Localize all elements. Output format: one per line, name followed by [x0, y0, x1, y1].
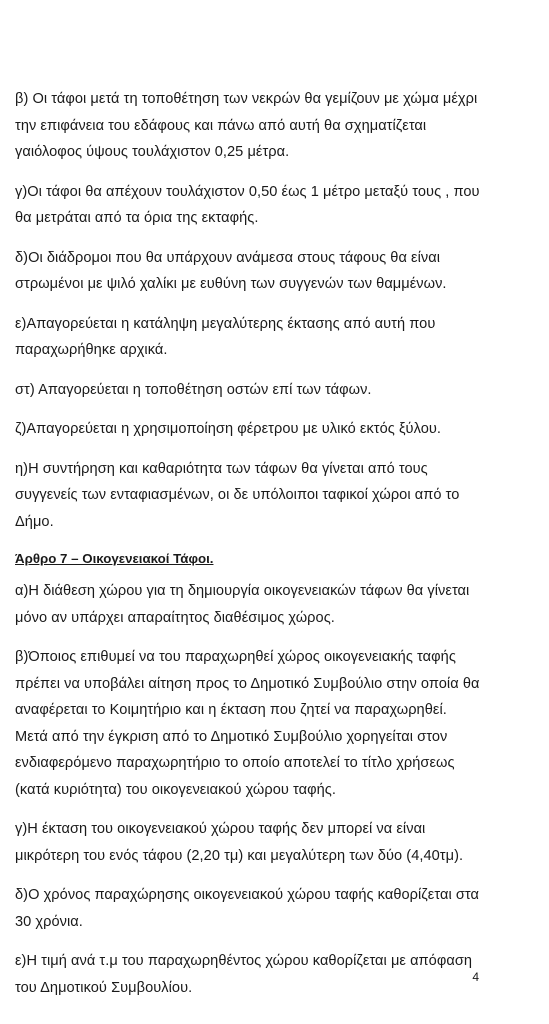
text-line: δ)Οι διάδρομοι που θα υπάρχουν ανάμεσα στους τάφους θα είναι [15, 249, 441, 266]
text-line: θα μετράται από τα όρια της εκταφής. [15, 210, 259, 226]
text-line: την επιφάνεια του εδάφους και πάνω από αυτή θα σχηματίζεται [15, 117, 427, 134]
text-line: (κατά κυριότητα) του οικογενειακού χώρου ταφής. [15, 781, 336, 798]
clause-paragraph [15, 816, 539, 869]
text-line: Δήμο. [15, 513, 54, 530]
text-line: στρωμένοι με ψιλό χαλίκι με ευθύνη των συγγενών των θαμμένων. [15, 276, 447, 292]
text-line: δ)Ο χρόνος παραχώρησης οικογενειακού χώρου ταφής καθορίζεται στα [15, 887, 479, 903]
clause-paragraph [15, 644, 539, 803]
clause-paragraph [15, 311, 539, 364]
document-body [15, 86, 539, 1014]
text-line: β)Όποιος επιθυμεί να του παραχωρηθεί χώρος οικογενειακής ταφής [15, 649, 456, 665]
article-6-clauses [15, 86, 539, 535]
clause-paragraph [15, 578, 539, 631]
text-line: β) Οι τάφοι μετά τη τοποθέτηση των νεκρών θα γεμίζουν με χώμα μέχρι [15, 91, 478, 107]
text-line: μικρότερη του ενός τάφου (2,20 τμ) και μεγαλύτερη των δύο (4,40τμ). [15, 847, 464, 864]
clause-paragraph [15, 456, 539, 536]
text-line: ε)Απαγορεύεται η κατάληψη μεγαλύτερης έκτασης από αυτή που [15, 315, 436, 332]
text-line: συγγενείς των ενταφιασμένων, οι δε υπόλοιποι ταφικοί χώροι από το [15, 487, 460, 503]
article-7-clauses [15, 578, 539, 1001]
text-line: πρέπει να υποβάλει αίτηση προς το Δημοτικό Συμβούλιο στην οποία θα [15, 675, 480, 692]
clause-paragraph [15, 179, 539, 232]
text-line: η)Η συντήρηση και καθαριότητα των τάφων θα γίνεται από τους [15, 460, 428, 477]
clause-paragraph [15, 245, 539, 298]
clause-paragraph [15, 416, 539, 443]
text-line: α)Η διάθεση χώρου για τη δημιουργία οικογενειακών τάφων θα γίνεται [15, 583, 470, 599]
text-line: αναφέρεται το Κοιμητήριο και η έκταση που ζητεί να παραχωρηθεί. [15, 702, 447, 718]
clause-paragraph [15, 86, 539, 166]
clause-paragraph [15, 882, 539, 935]
text-line: ζ)Απαγορεύεται η χρησιμοποίηση φέρετρου με υλικό εκτός ξύλου. [15, 421, 441, 437]
text-line: γ)Οι τάφοι θα απέχουν τουλάχιστον 0,50 έως 1 μέτρο μεταξύ τους , που [15, 183, 480, 200]
text-line: στ) Απαγορεύεται η τοποθέτηση οστών επί των τάφων. [15, 381, 372, 398]
text-line: του Δημοτικού Συμβουλίου. [15, 979, 193, 996]
text-line: γαιόλοφος ύψους τουλάχιστον 0,25 μέτρα. [15, 144, 290, 160]
text-line: ε)Η τιμή ανά τ.μ του παραχωρηθέντος χώρου καθορίζεται με απόφαση [15, 953, 473, 969]
text-line: 30 χρόνια. [15, 913, 83, 930]
text-line: παραχωρήθηκε αρχικά. [15, 342, 168, 358]
clause-paragraph [15, 377, 539, 404]
text-line: Μετά από την έγκριση από το Δημοτικό Συμβούλιο χορηγείται στον [15, 728, 448, 745]
page-number: 4 [472, 970, 479, 984]
text-line: μόνο αν υπάρχει απαραίτητος διαθέσιμος χώρος. [15, 609, 335, 626]
text-line: γ)Η έκταση του οικογενειακού χώρου ταφής δεν μπορεί να είναι [15, 821, 426, 837]
text-line: ενδιαφερόμενο παραχωρητήριο το οποίο αποτελεί το τίτλο χρήσεως [15, 755, 455, 771]
article-heading: Άρθρο 7 – Οικογενειακοί Τάφοι. [15, 551, 214, 566]
